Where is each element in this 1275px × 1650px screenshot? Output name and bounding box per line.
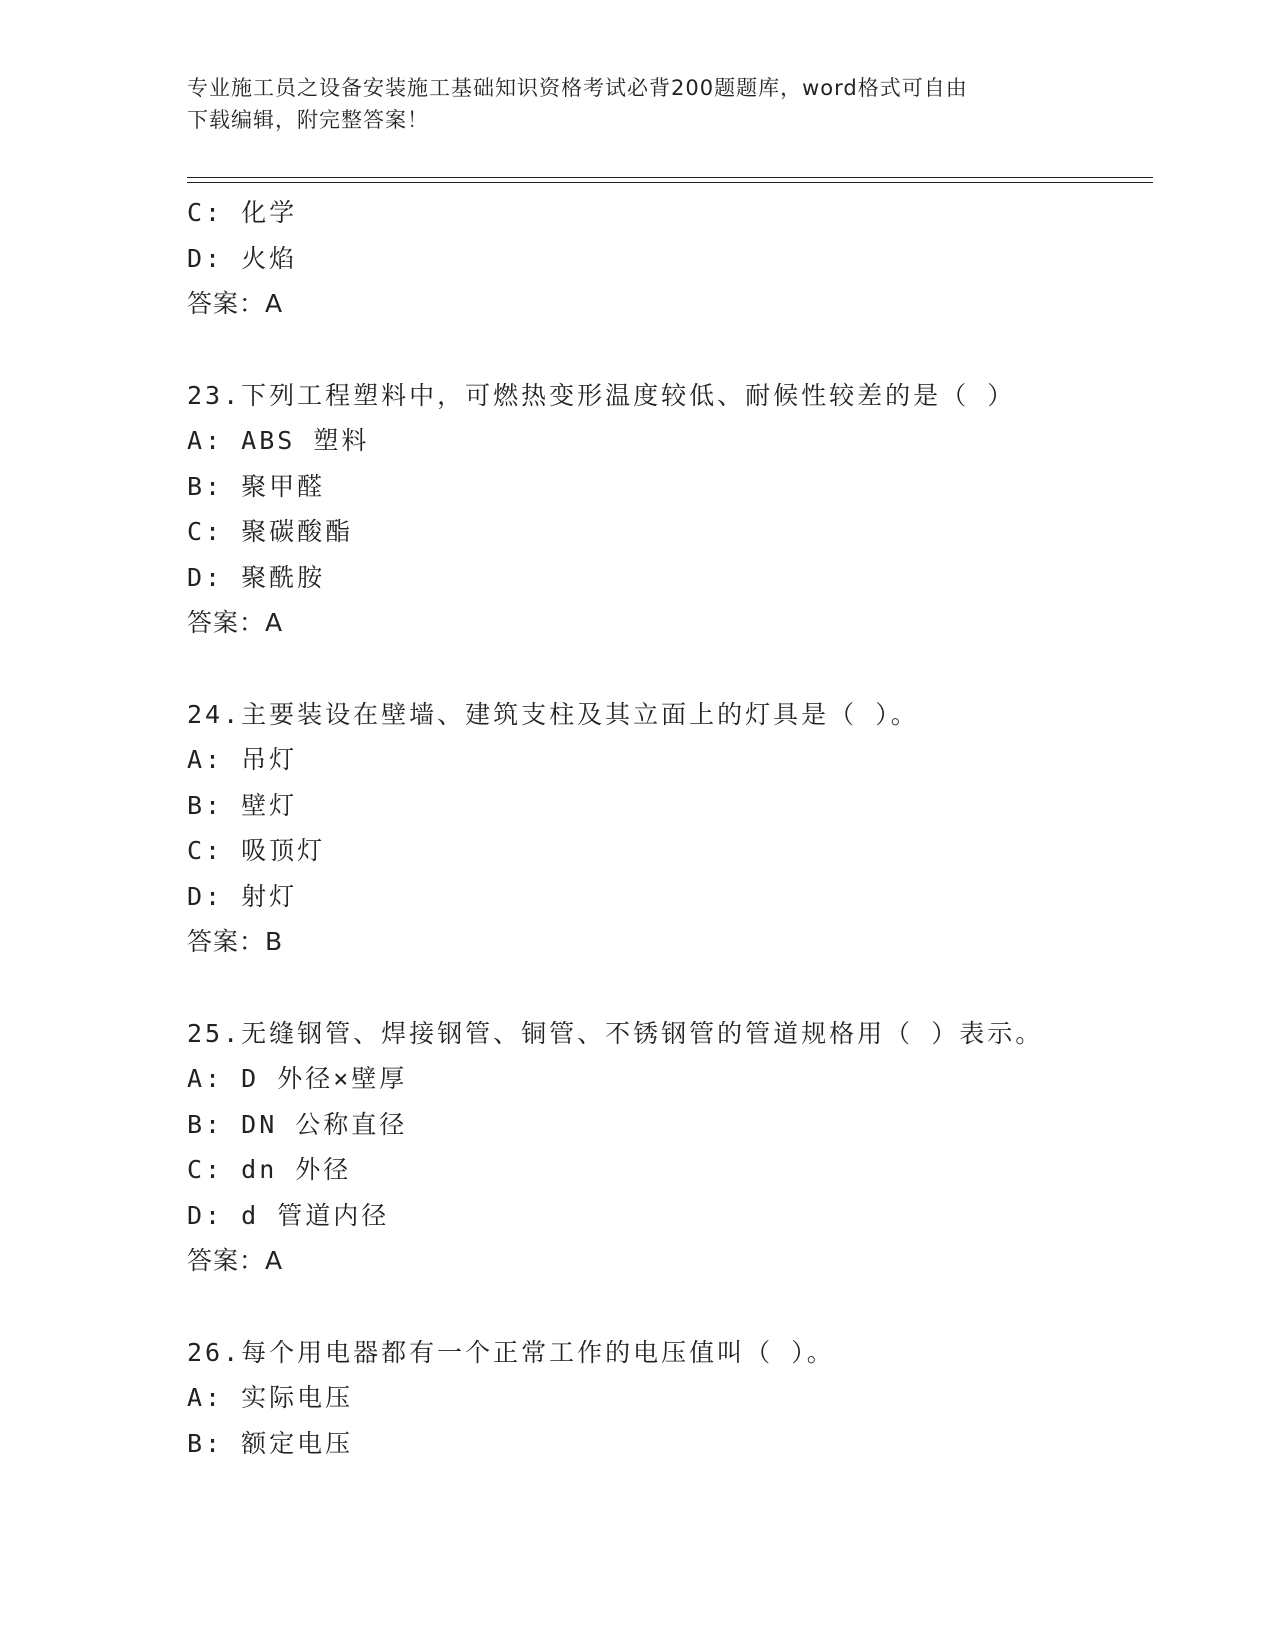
option-d: D: 聚酰胺	[187, 562, 326, 592]
answer-line: 答案：A	[187, 1246, 284, 1275]
question-list	[187, 190, 1153, 1466]
spacer	[187, 327, 1153, 373]
option-b: B: 额定电压	[187, 1428, 354, 1458]
option-d: D: 射灯	[187, 881, 298, 911]
option-b: B: 聚甲醛	[187, 471, 326, 501]
header-divider-bottom	[187, 182, 1153, 183]
header-divider-top	[187, 177, 1153, 178]
header-line-1: 专业施工员之设备安装施工基础知识资格考试必背200题题库，word格式可自由	[187, 76, 968, 100]
option-d: D: d 管道内径	[187, 1200, 390, 1230]
option-d: D: 火焰	[187, 243, 298, 273]
option-a: A: ABS 塑料	[187, 426, 370, 455]
option-c: C: 吸顶灯	[187, 836, 326, 865]
header-line-2: 下载编辑，附完整答案！	[187, 108, 429, 132]
document-header	[187, 72, 1067, 136]
question-stem: 24.主要装设在壁墙、建筑支柱及其立面上的灯具是（ ）。	[187, 699, 919, 729]
option-c: C: dn 外径	[187, 1155, 352, 1184]
answer-line: 答案：A	[187, 608, 284, 637]
option-b: B: 壁灯	[187, 790, 298, 820]
spacer	[187, 1284, 1153, 1330]
spacer	[187, 965, 1153, 1011]
answer-line: 答案：B	[187, 927, 284, 956]
question-stem: 26.每个用电器都有一个正常工作的电压值叫（ ）。	[187, 1337, 835, 1367]
option-c: C: 化学	[187, 198, 298, 227]
answer-line: 答案：A	[187, 289, 284, 318]
spacer	[187, 646, 1153, 692]
option-c: C: 聚碳酸酯	[187, 517, 354, 546]
option-a: A: 实际电压	[187, 1383, 354, 1412]
question-stem: 25.无缝钢管、焊接钢管、铜管、不锈钢管的管道规格用（ ）表示。	[187, 1018, 1044, 1048]
option-a: A: D 外径×壁厚	[187, 1064, 408, 1093]
question-stem: 23.下列工程塑料中，可燃热变形温度较低、耐候性较差的是（ ）	[187, 380, 1016, 410]
option-a: A: 吊灯	[187, 745, 298, 774]
option-b: B: DN 公称直径	[187, 1109, 408, 1139]
